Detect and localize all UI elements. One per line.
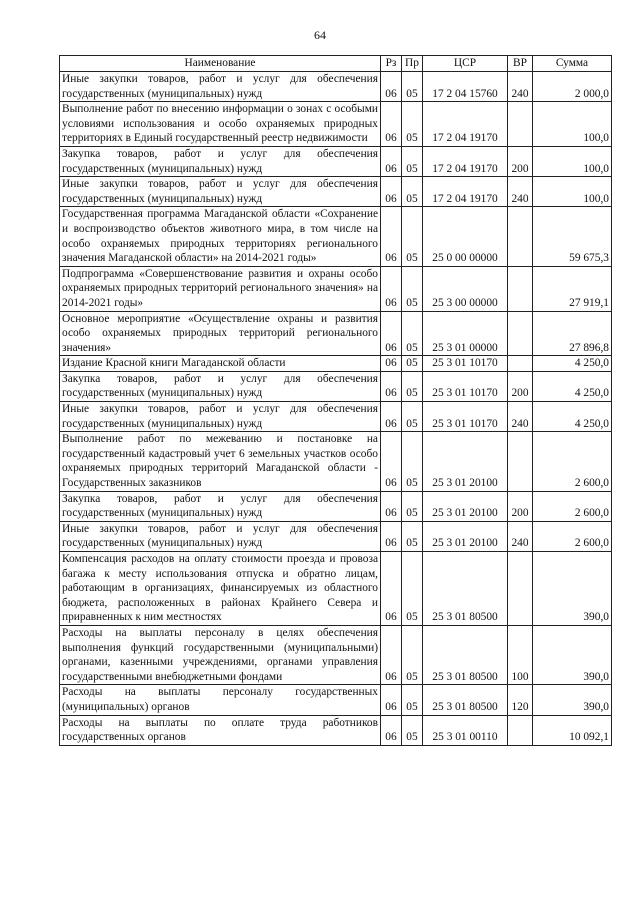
table-row [60, 432, 612, 491]
cell-vr [508, 311, 533, 356]
cell-rz: 06 [381, 371, 402, 401]
table-row [60, 625, 612, 684]
cell-csr: 25 3 00 00000 [423, 266, 508, 311]
cell-name: Выполнение работ по межеванию и постановке на государственный кадастровый учет 6 земельных участков особо охраняемых природных территорий Магаданской области - Государственных заказников [60, 432, 381, 491]
page-number: 64 [314, 28, 326, 42]
cell-pr: 05 [402, 552, 423, 626]
cell-rz: 06 [381, 491, 402, 521]
table-row [60, 266, 612, 311]
cell-pr: 05 [402, 685, 423, 715]
table-row [60, 685, 612, 715]
table-row [60, 146, 612, 176]
table-row [60, 491, 612, 521]
cell-name: Государственная программа Магаданской области «Сохранение и воспроизводство объектов животного мира, в том числе на особо охраняемых природных территориях регионального значения Магаданской области» на 2014-2021 годы» [60, 207, 381, 266]
cell-name: Расходы на выплаты персоналу в целях обеспечения выполнения функций государственными (муниципальными) органами, казенными учреждениями, органами управления государственными внебюджетными фондами [60, 625, 381, 684]
cell-rz: 06 [381, 146, 402, 176]
header-pr: Пр [402, 56, 423, 72]
cell-csr: 25 3 01 10170 [423, 356, 508, 372]
table-row [60, 72, 612, 102]
cell-rz: 06 [381, 685, 402, 715]
table-row [60, 311, 612, 356]
cell-sum: 4 250,0 [533, 356, 612, 372]
budget-table [59, 55, 612, 746]
cell-name: Иные закупки товаров, работ и услуг для обеспечения государственных (муниципальных) нужд [60, 177, 381, 207]
cell-vr: 200 [508, 491, 533, 521]
cell-vr [508, 102, 533, 147]
cell-name: Расходы на выплаты персоналу государственных (муниципальных) органов [60, 685, 381, 715]
cell-csr: 17 2 04 15760 [423, 72, 508, 102]
cell-vr: 240 [508, 521, 533, 551]
cell-rz: 06 [381, 402, 402, 432]
cell-rz: 06 [381, 625, 402, 684]
cell-csr: 17 2 04 19170 [423, 102, 508, 147]
cell-name: Закупка товаров, работ и услуг для обеспечения государственных (муниципальных) нужд [60, 491, 381, 521]
cell-sum: 27 896,8 [533, 311, 612, 356]
cell-sum: 100,0 [533, 146, 612, 176]
cell-sum: 100,0 [533, 102, 612, 147]
cell-pr: 05 [402, 177, 423, 207]
cell-pr: 05 [402, 207, 423, 266]
cell-name: Иные закупки товаров, работ и услуг для обеспечения государственных (муниципальных) нужд [60, 521, 381, 551]
cell-vr [508, 552, 533, 626]
cell-vr: 200 [508, 146, 533, 176]
table-row [60, 552, 612, 626]
cell-csr: 25 3 01 80500 [423, 552, 508, 626]
cell-csr: 25 3 01 80500 [423, 625, 508, 684]
cell-rz: 06 [381, 715, 402, 745]
cell-pr: 05 [402, 102, 423, 147]
cell-pr: 05 [402, 146, 423, 176]
cell-csr: 25 3 01 20100 [423, 521, 508, 551]
cell-rz: 06 [381, 356, 402, 372]
cell-rz: 06 [381, 311, 402, 356]
cell-name: Расходы на выплаты по оплате труда работников государственных органов [60, 715, 381, 745]
cell-vr: 240 [508, 72, 533, 102]
cell-name: Закупка товаров, работ и услуг для обеспечения государственных (муниципальных) нужд [60, 146, 381, 176]
cell-sum: 10 092,1 [533, 715, 612, 745]
cell-rz: 06 [381, 207, 402, 266]
table-row [60, 715, 612, 745]
cell-sum: 2 600,0 [533, 432, 612, 491]
header-sum: Сумма [533, 56, 612, 72]
cell-pr: 05 [402, 432, 423, 491]
cell-csr: 25 3 01 80500 [423, 685, 508, 715]
table-row [60, 356, 612, 372]
cell-vr: 100 [508, 625, 533, 684]
cell-name: Основное мероприятие «Осуществление охраны и развития особо охраняемых природных территорий регионального значения» [60, 311, 381, 356]
cell-name: Издание Красной книги Магаданской области [60, 356, 381, 372]
cell-pr: 05 [402, 521, 423, 551]
table-row [60, 371, 612, 401]
cell-csr: 17 2 04 19170 [423, 146, 508, 176]
cell-vr [508, 207, 533, 266]
cell-pr: 05 [402, 625, 423, 684]
cell-csr: 25 3 01 10170 [423, 402, 508, 432]
cell-pr: 05 [402, 491, 423, 521]
table-row [60, 177, 612, 207]
cell-pr: 05 [402, 311, 423, 356]
cell-name: Выполнение работ по внесению информации о зонах с особыми условиями использования и особо охраняемых природных территориях в Единый государственный реестр недвижимости [60, 102, 381, 147]
cell-vr: 200 [508, 371, 533, 401]
table-row [60, 207, 612, 266]
cell-sum: 100,0 [533, 177, 612, 207]
cell-vr: 240 [508, 177, 533, 207]
cell-vr [508, 715, 533, 745]
cell-sum: 2 600,0 [533, 491, 612, 521]
cell-csr: 25 3 01 10170 [423, 371, 508, 401]
cell-rz: 06 [381, 432, 402, 491]
cell-rz: 06 [381, 521, 402, 551]
cell-rz: 06 [381, 177, 402, 207]
cell-rz: 06 [381, 552, 402, 626]
cell-name: Компенсация расходов на оплату стоимости проезда и провоза багажа к месту использования отпуска и обратно лицам, работающим в организациях, финансируемых из областного бюджета, расположенных в районах Крайнего Севера и приравненных к ним местностях [60, 552, 381, 626]
cell-rz: 06 [381, 72, 402, 102]
cell-name: Иные закупки товаров, работ и услуг для обеспечения государственных (муниципальных) нужд [60, 402, 381, 432]
cell-vr: 240 [508, 402, 533, 432]
cell-sum: 390,0 [533, 625, 612, 684]
cell-pr: 05 [402, 72, 423, 102]
cell-pr: 05 [402, 266, 423, 311]
cell-csr: 25 3 01 20100 [423, 432, 508, 491]
cell-csr: 25 3 01 00000 [423, 311, 508, 356]
cell-pr: 05 [402, 371, 423, 401]
table-header [60, 56, 612, 72]
cell-vr [508, 266, 533, 311]
cell-vr [508, 432, 533, 491]
cell-sum: 390,0 [533, 552, 612, 626]
table-row [60, 521, 612, 551]
cell-name: Закупка товаров, работ и услуг для обеспечения государственных (муниципальных) нужд [60, 371, 381, 401]
cell-sum: 4 250,0 [533, 402, 612, 432]
cell-csr: 25 0 00 00000 [423, 207, 508, 266]
cell-name: Иные закупки товаров, работ и услуг для обеспечения государственных (муниципальных) нужд [60, 72, 381, 102]
cell-csr: 17 2 04 19170 [423, 177, 508, 207]
cell-rz: 06 [381, 266, 402, 311]
cell-sum: 2 000,0 [533, 72, 612, 102]
cell-rz: 06 [381, 102, 402, 147]
cell-csr: 25 3 01 20100 [423, 491, 508, 521]
cell-sum: 390,0 [533, 685, 612, 715]
header-rz: Рз [381, 56, 402, 72]
cell-sum: 27 919,1 [533, 266, 612, 311]
cell-sum: 2 600,0 [533, 521, 612, 551]
table-body [60, 72, 612, 746]
cell-pr: 05 [402, 356, 423, 372]
header-name: Наименование [60, 56, 381, 72]
cell-pr: 05 [402, 715, 423, 745]
header-vr: ВР [508, 56, 533, 72]
cell-sum: 4 250,0 [533, 371, 612, 401]
cell-name: Подпрограмма «Совершенствование развития и охраны особо охраняемых природных территорий регионального значения» на 2014-2021 годы» [60, 266, 381, 311]
table-row [60, 102, 612, 147]
cell-csr: 25 3 01 00110 [423, 715, 508, 745]
cell-vr: 120 [508, 685, 533, 715]
table-row [60, 402, 612, 432]
header-csr: ЦСР [423, 56, 508, 72]
cell-pr: 05 [402, 402, 423, 432]
cell-vr [508, 356, 533, 372]
header-row [60, 56, 612, 72]
cell-sum: 59 675,3 [533, 207, 612, 266]
